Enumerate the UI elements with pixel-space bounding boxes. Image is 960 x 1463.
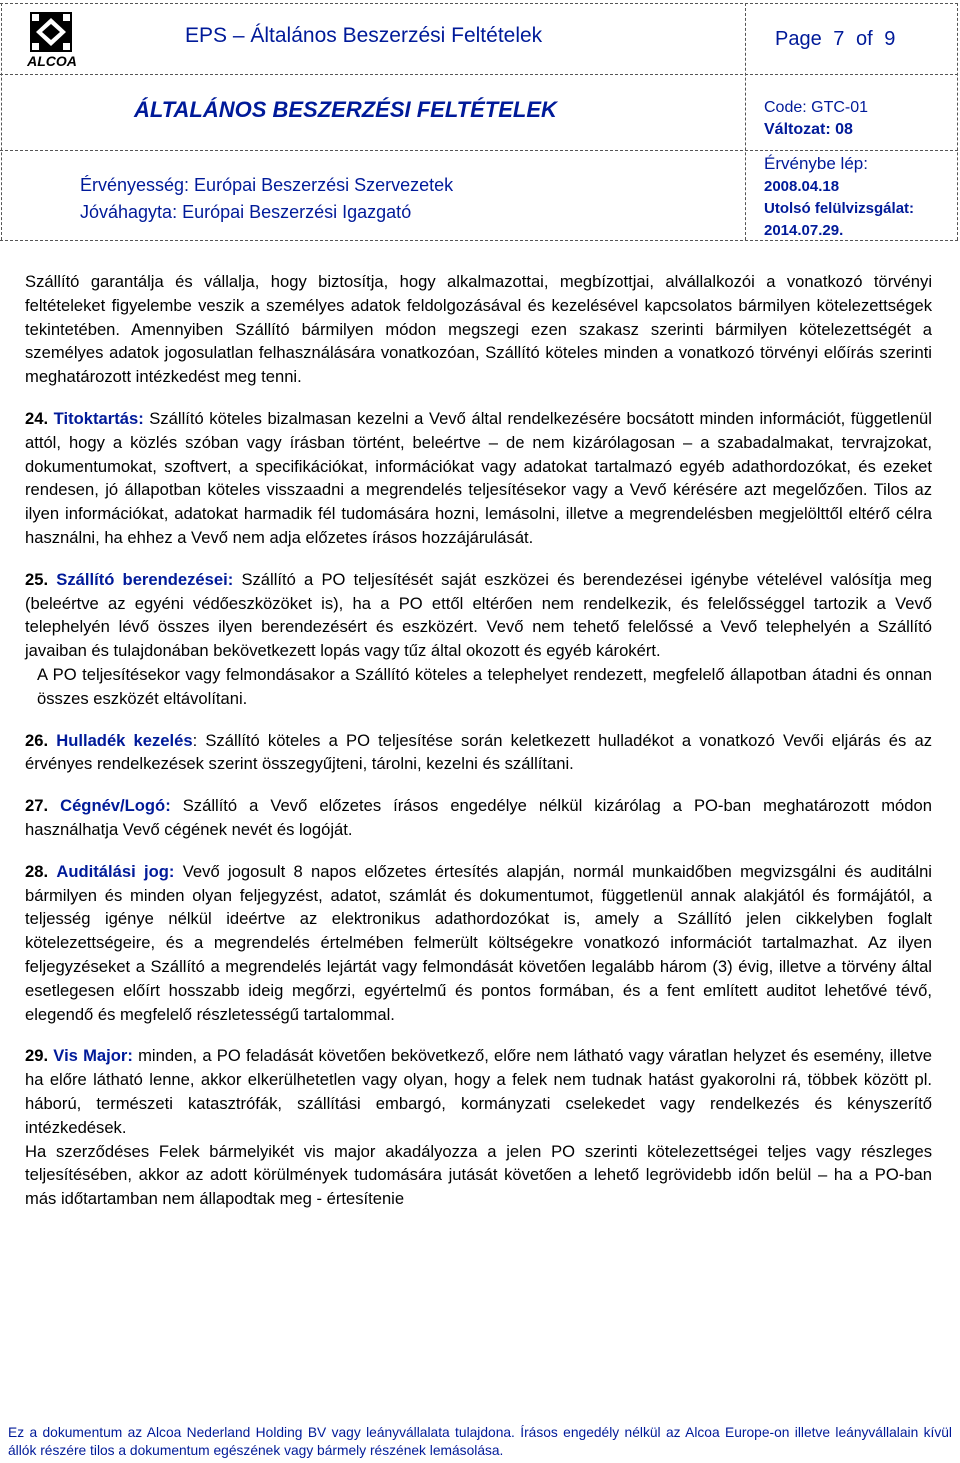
header-rule-lower bbox=[0, 150, 958, 151]
section-27 bbox=[25, 794, 932, 842]
header-rule-middle bbox=[0, 74, 958, 75]
section-title: Auditálási jog: bbox=[56, 861, 175, 881]
section-number: 24. bbox=[25, 408, 49, 428]
effective-date: 2008.04.18 bbox=[764, 178, 840, 195]
revision-date: 2014.07.29. bbox=[764, 222, 844, 239]
section-text: Szállító köteles bizalmasan kezelni a Vevő által rendelkezésére bocsátott minden információt, függetlenül attól, hogy a közlés szóban vagy írásban történt, beleértve – de nem kizárólagosan – a szabadalmakat, tervrajzokat, dokumentumokat, szoftvert, a specifikációkat, információkat vagy adatokat tartalmazó egyéb adathordozókat, és ezeket rendesen, jó állapotban köteles visszaadni a megrendelés teljesítésekor vagy a Vevő kérésére azt megelőzően. Tilos az ilyen információkat, adatokat harmadik fél tudomására hozni, lemásolni, illetve a megrendelésben megjelölttől eltérő célra használni, ha ehhez a Vevő nem adja előzetes írásos hozzájárulását. bbox=[25, 408, 932, 547]
section-text: minden, a PO feladását követően bekövetkező, előre nem látható vagy váratlan helyzet és esemény, illetve ha előre látható lenne, akkor elkerülhetetlen vagy olyan, hogy a felek nem tudnak hatást gyakorolni rá, többek között pl. háború, természeti katasztrófák, szállítási embargó, kormányzati cselekedet vagy rendelkezés és kényszerítő intézkedések. bbox=[25, 1046, 932, 1137]
section-28 bbox=[25, 860, 932, 1027]
header-rule-right bbox=[957, 3, 958, 240]
intro-paragraph: Szállító garantálja és vállalja, hogy biztosítja, hogy alkalmazottai, megbízottjai, alvállalkozói a vonatkozó törvényi feltételeket figyelembe veszik a személyes adatok feldolgozásával és kezelésével kapcsolatos bármilyen kötelezettségek tekintetében. Amennyiben Szállító bármilyen módon megszegi ezen szakasz szerinti bármilyen kötelezettségét a személyes adatok jogosulatlan felhasználására vonatkozóan, Szállító köteles minden a vonatkozó törvényi előírás szerinti meghatározott intézkedést meg tenni. bbox=[25, 272, 932, 387]
section-title: Hulladék kezelés bbox=[56, 730, 193, 750]
section-text: : Szállító köteles a PO teljesítése során keletkezett hulladékot a vonatkozó Vevői eljárás és az érvényes rendelkezések szerint összegyűjteni, tárolni, kezelni és szállítani. bbox=[25, 730, 932, 774]
document-version: Változat: 08 bbox=[764, 121, 853, 138]
section-number: 27. bbox=[25, 796, 49, 816]
page-total: 9 bbox=[884, 28, 896, 50]
revision-label: Utolsó felülvizsgálat: bbox=[764, 200, 915, 217]
document-code: Code: GTC-01 bbox=[764, 99, 869, 116]
page-current: 7 bbox=[833, 28, 845, 50]
header-rule-divider bbox=[745, 3, 746, 240]
alcoa-logo bbox=[16, 10, 88, 68]
section-29-continued: Ha szerződéses Felek bármelyikét vis major akadályozza a jelen PO szerinti kötelezettségei teljes vagy részleges teljesítésében, akkor az adott körülmények tudomására jutását követően a lehető legrövidebb időn belül – ha a PO-ban más időtartamban nem állapodtak meg - értesítenie bbox=[25, 1141, 932, 1209]
document-title: EPS – Általános Beszerzési Feltételek bbox=[185, 24, 543, 47]
section-number: 29. bbox=[25, 1046, 49, 1066]
section-25 bbox=[25, 568, 932, 663]
section-text: Szállító a PO teljesítését saját eszközei és berendezései igénybe vételével valósítja meg (beleértve az egyéni védőeszközöket is), ha a PO ettől eltérően nem rendelkezik, és felelősséggel tartozik a Vevő telephelyén lévő összes ilyen berendezésért és eszközért. Vevő nem tehető felelőssé a Vevő telephelyén a Szállító javaiban és tulajdonában bekövetkezett lopás vagy tűz által okozott és egyéb károkért. bbox=[25, 569, 932, 661]
page-of: of bbox=[855, 28, 873, 50]
validity-scope: Érvényesség: Európai Beszerzési Szervezetek bbox=[80, 175, 454, 195]
confidentiality-footer: Ez a dokumentum az Alcoa Nederland Holding BV vagy leányvállalata tulajdona. Írásos engedély nélkül az Alcoa Europe-on illetve leányvállalain kívül állók részére tilos a dokumentum egészének vagy bármely részének lemásolása. bbox=[8, 1425, 952, 1458]
document-body bbox=[25, 270, 932, 1211]
section-24 bbox=[25, 407, 932, 550]
page-number bbox=[775, 28, 901, 51]
section-title: Cégnév/Logó: bbox=[60, 796, 171, 816]
header-rule-left bbox=[1, 3, 2, 240]
document-header bbox=[0, 0, 960, 240]
effective-label: Érvénybe lép: bbox=[764, 154, 868, 173]
section-number: 25. bbox=[25, 569, 49, 589]
main-title: ÁLTALÁNOS BESZERZÉSI FELTÉTELEK bbox=[134, 97, 557, 122]
header-rule-bottom bbox=[0, 240, 958, 241]
page-label: Page bbox=[775, 28, 822, 50]
section-title: Szállító berendezései: bbox=[56, 569, 234, 589]
section-text: Vevő jogosult 8 napos előzetes értesítés alapján, normál munkaidőben megvizsgálni és auditálni bármilyen és minden olyan feljegyzést, adatot, számlát és dokumentumot, függetlenül annak alakjától és formájától, a teljesség igénye nélkül ideértve az elektronikus adathordozókat is, amely a Szállító jelen cikkelyben foglalt kötelezettségeire, és a megrendelés értelmében felmerült költségekre vonatkozó információt tartalmazhat. Az ilyen feljegyzéseket a Szállító a megrendelés lejártát vagy felmondását követően legalább három (3) évig, illetve a törvény által esetlegesen előírt hosszabb ideig megőrzi, egyértelmű és pontos formában, és a fent említett auditot lehetővé tévő, elegendő és megfelelő részletességű tartalommal. bbox=[25, 861, 932, 1024]
section-number: 26. bbox=[25, 730, 49, 750]
approved-by: Jóváhagyta: Európai Beszerzési Igazgató bbox=[80, 202, 412, 222]
section-29 bbox=[25, 1044, 932, 1139]
section-title: Titoktartás: bbox=[53, 408, 144, 428]
section-number: 28. bbox=[25, 861, 49, 881]
section-text: Szállító a Vevő előzetes írásos engedélye nélkül kizárólag a PO-ban meghatározott módon használhatja Vevő cégének nevét és logóját. bbox=[25, 796, 932, 839]
svg-text:ALCOA: ALCOA bbox=[27, 53, 77, 68]
section-25-continued: A PO teljesítésekor vagy felmondásakor a Szállító köteles a telephelyet rendezett, megfelelő állapotban átadni és onnan összes eszközét eltávolítani. bbox=[37, 664, 932, 708]
section-title: Vis Major: bbox=[53, 1046, 133, 1066]
section-26 bbox=[25, 729, 932, 777]
header-rule-top bbox=[0, 3, 958, 4]
